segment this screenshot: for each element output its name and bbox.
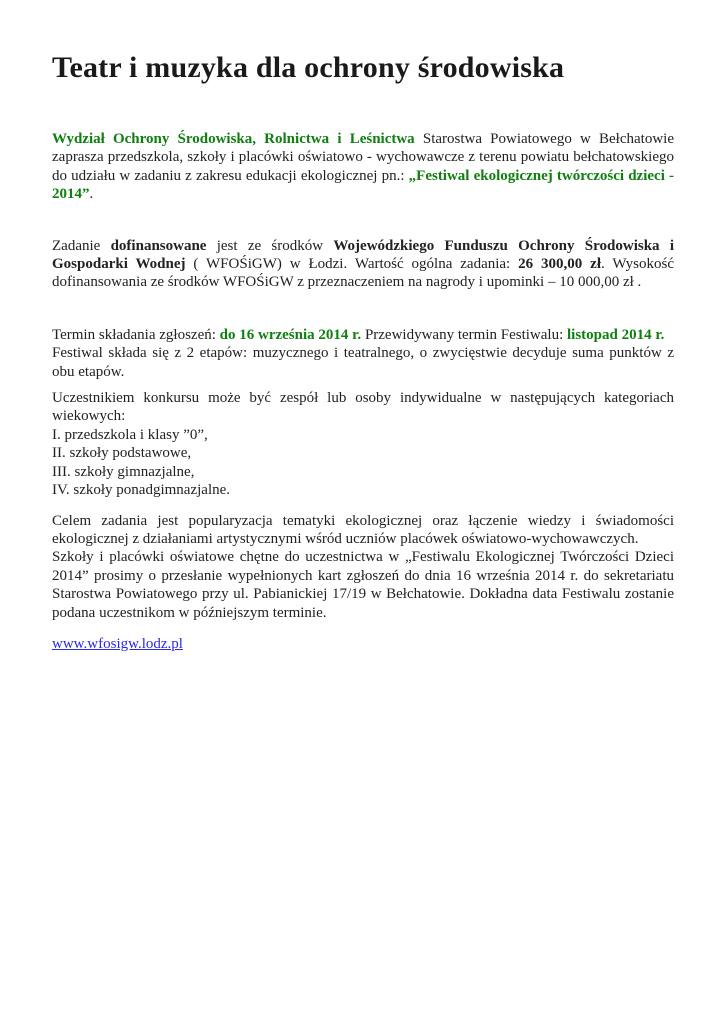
- text-segment: dofinansowane: [110, 237, 207, 254]
- text-segment: Festiwal składa się z 2 etapów: muzycznego i teatralnego, o zwycięstwie decyduje suma punktów z obu etapów.: [52, 345, 674, 380]
- link-row: [52, 635, 674, 653]
- text-segment: Przewidywany termin Festiwalu:: [361, 326, 567, 343]
- category-item: II. szkoły podstawowe,: [52, 445, 192, 462]
- text-segment: jest ze środków: [206, 237, 334, 254]
- category-item: III. szkoły gimnazjalne,: [52, 463, 195, 480]
- paragraph-participants: [52, 389, 674, 426]
- page-title: Teatr i muzyka dla ochrony środowiska: [52, 51, 565, 84]
- paragraph-goal: [52, 512, 674, 622]
- text-segment: Uczestnikiem konkursu może być zespół lub osoby indywidualne w następujących kategoriach wiekowych:: [52, 390, 674, 425]
- text-segment: .: [89, 186, 94, 203]
- category-item: IV. szkoły ponadgimnazjalne.: [52, 482, 231, 499]
- paragraph-intro: [52, 130, 674, 204]
- text-segment: Celem zadania jest popularyzacja tematyki ekologicznej oraz łączenie wiedzy i świadomości ekologicznej z działaniami artystycznymi wśród uczniów placówek oświatowo-wychowawczych.: [52, 512, 674, 547]
- text-segment: Zadanie: [52, 237, 111, 254]
- category-item: I. przedszkola i klasy ”0”,: [52, 426, 208, 443]
- text-segment: Wydział Ochrony Środowiska, Rolnictwa i Leśnictwa: [52, 131, 415, 147]
- text-segment: Termin składania zgłoszeń:: [52, 326, 220, 343]
- text-segment: listopad 2014 r.: [566, 326, 665, 343]
- category-list: [52, 426, 674, 500]
- website-link[interactable]: www.wfosigw.lodz.pl: [52, 635, 183, 652]
- text-segment: 26 300,00 zł: [518, 256, 602, 273]
- text-segment: Wojewódzkiego Funduszu Ochrony Środowiska i Gospodarki Wodnej: [52, 237, 674, 273]
- text-segment: . Wysokość dofinansowania ze środków WFOŚiGW z przeznaczeniem na nagrody i upominki – 10 000,00 zł .: [52, 256, 674, 291]
- text-segment: ( WFOŚiGW) w Łodzi. Wartość ogólna zadania:: [185, 256, 519, 273]
- paragraph-funding: [52, 237, 674, 292]
- paragraph-stages: [52, 344, 674, 381]
- text-segment: do 16 września 2014 r.: [219, 326, 362, 343]
- text-segment: Szkoły i placówki oświatowe chętne do uczestnictwa w „Festiwalu Ekologicznej Twórczości Dzieci 2014” prosimy o przesłanie wypełnionych kart zgłoszeń do dnia 16 września 2014 r. do sekretariatu Starostwa Powiatowego przy ul. Pabianickiej 17/19 w Bełchatowie. Dokładna data Festiwalu zostanie podana uczestnikom w późniejszym terminie.: [52, 549, 674, 621]
- text-segment: „Festiwal ekologicznej twórczości dzieci - 2014”: [52, 167, 674, 203]
- text-segment: Starostwa Powiatowego w Bełchatowie zaprasza przedszkola, szkoły i placówki oświatowo - wychowawcze z terenu powiatu bełchatowskiego do udziału w zadaniu z zakresu edukacji ekologicznej pn.:: [52, 131, 674, 184]
- paragraph-deadline: [52, 326, 674, 344]
